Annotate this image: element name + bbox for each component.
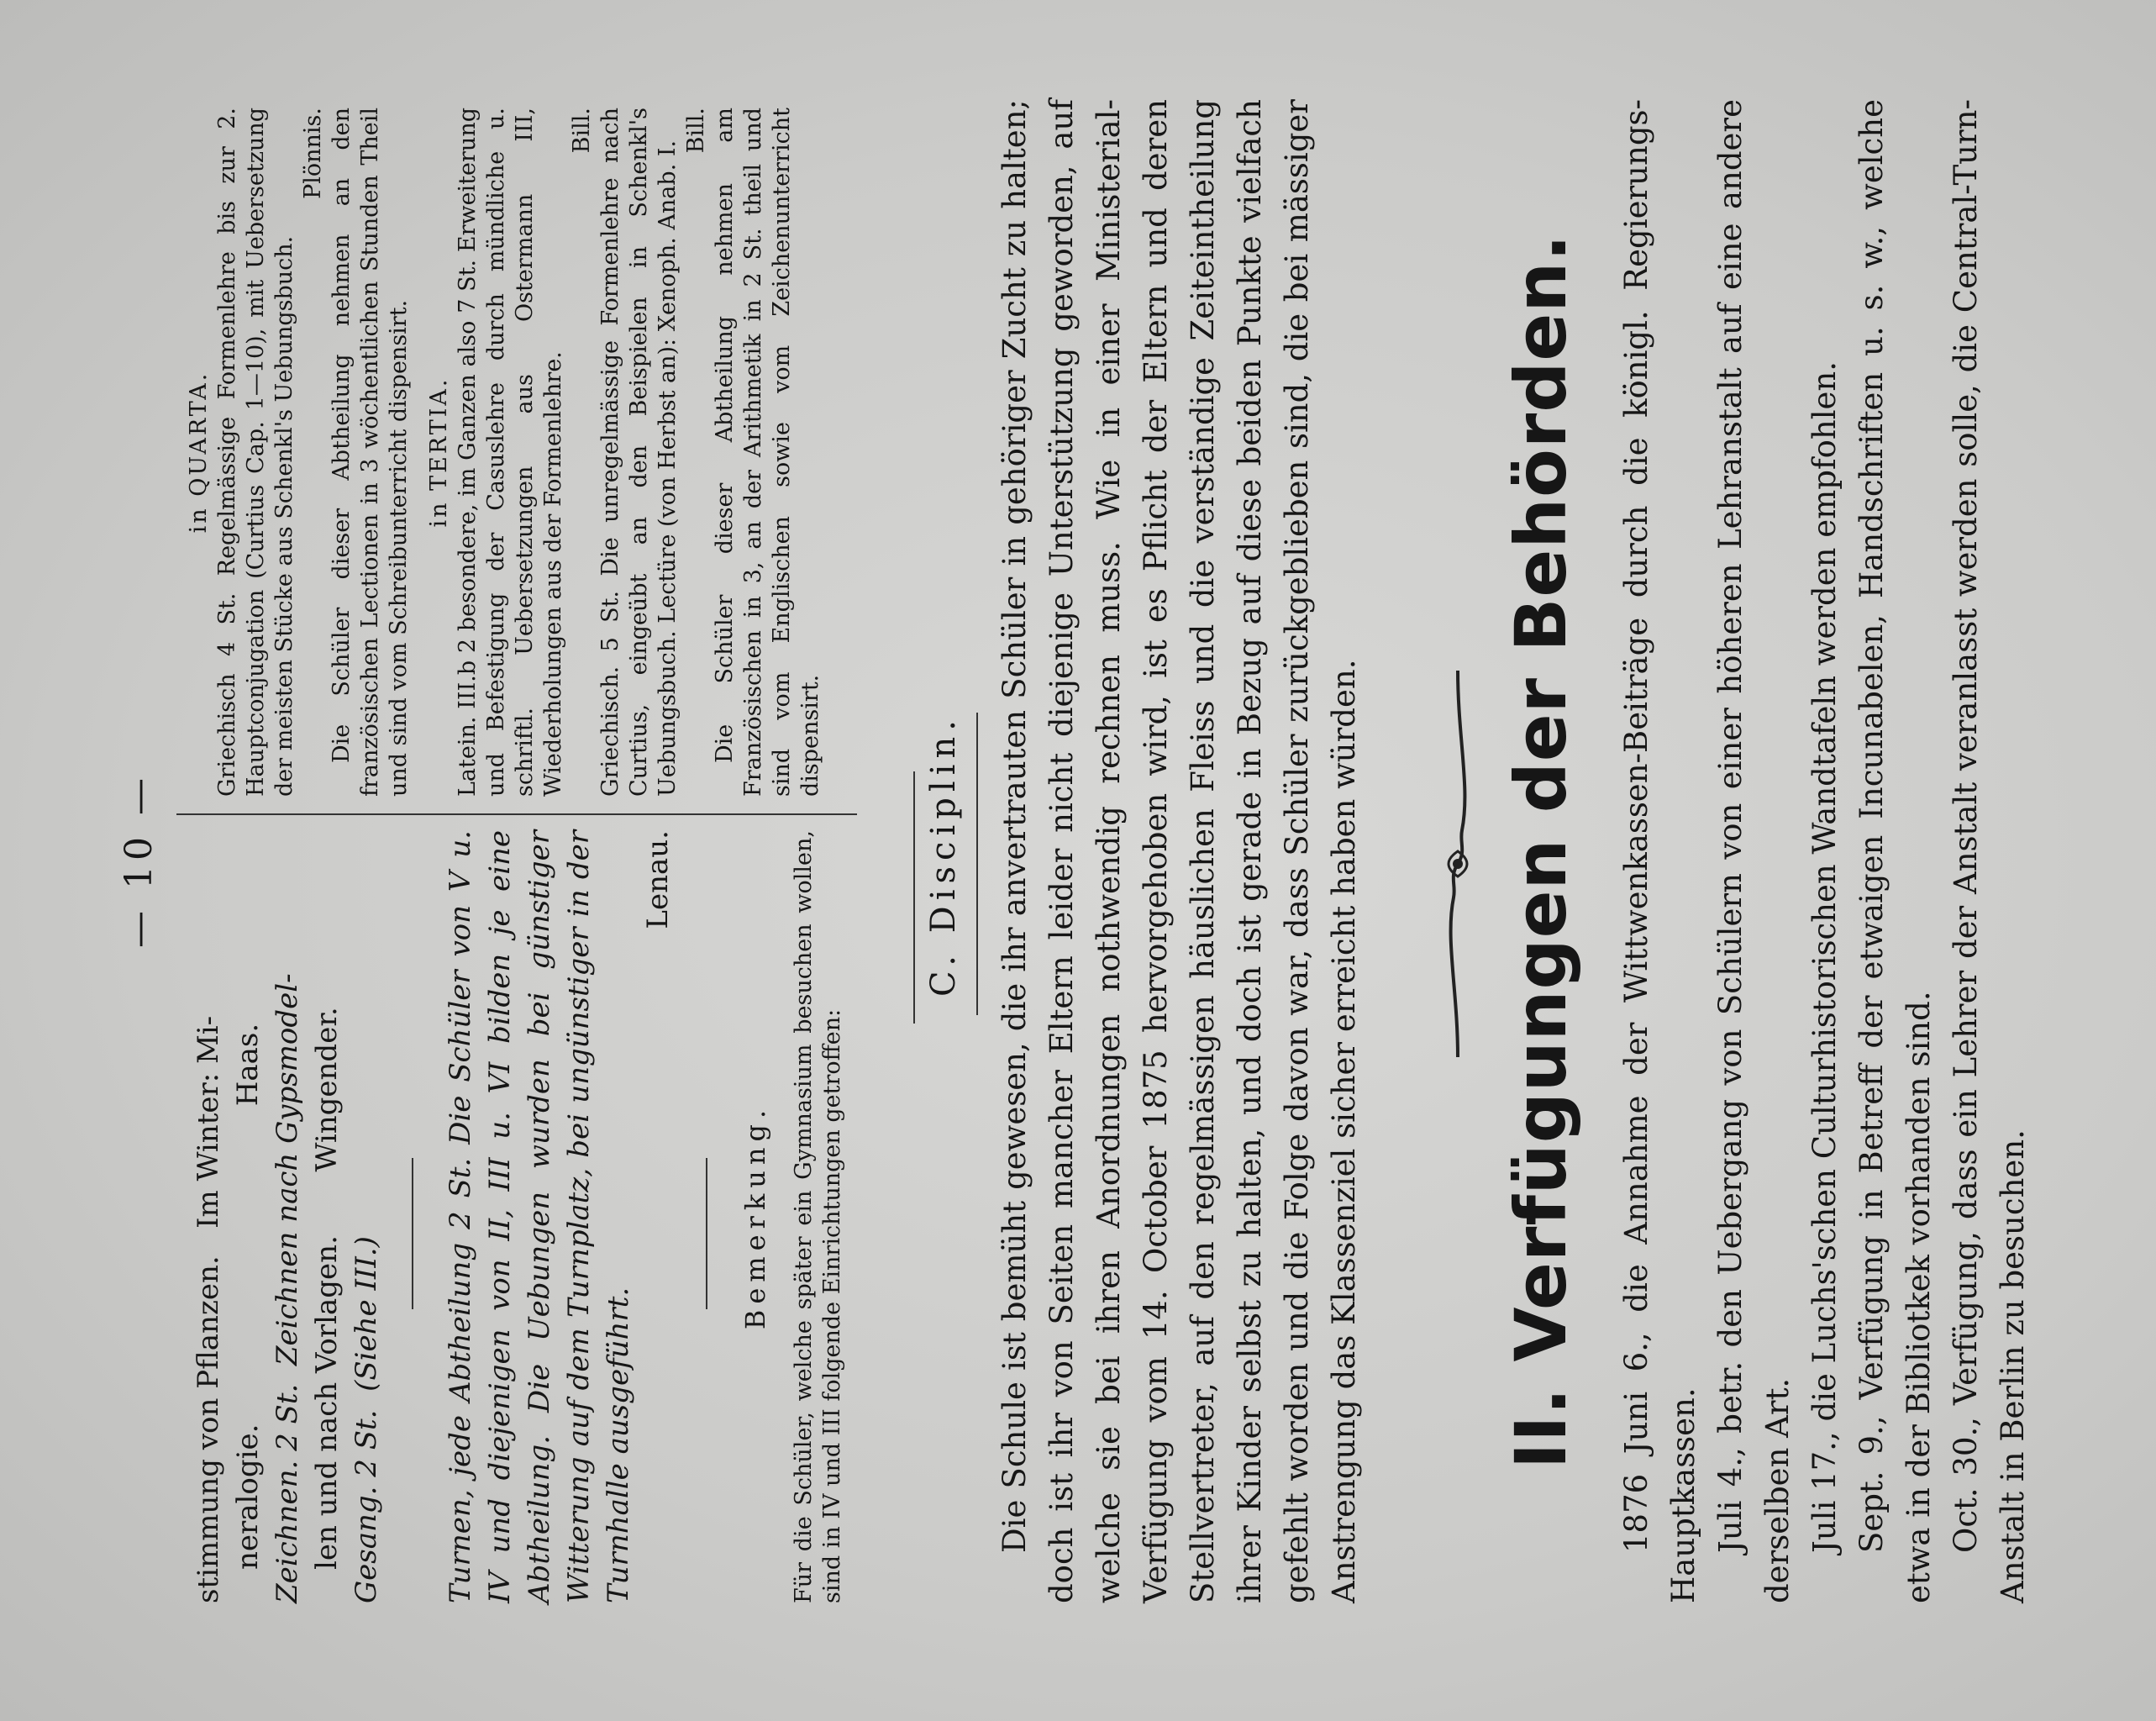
turnen-text: [441, 830, 639, 1603]
teacher-name: Bill.: [683, 108, 709, 154]
teacher-name: Lenau.: [641, 830, 675, 929]
tertia-note: Die Schüler dieser Abtheilung nehmen am Französischen in 3, an der Arithmetik in 2 St. theil und sind vom Englischen sowie vom Zeichenunterricht dispensirt.: [712, 108, 823, 797]
decree-item: Oct. 30., Verfügung, dass ein Lehrer der Anstalt veranlasst werden solle, die Central-Turn-Anstalt in Berlin zu besuchen.: [1948, 99, 2031, 1603]
quarta-heading: in QUARTA.: [186, 371, 212, 534]
section-ii-list: [1613, 99, 2037, 1603]
subject-zeichnen: Zeichnen. 2 St. Zeichnen nach Gypsmodel-: [271, 973, 304, 1603]
teacher-name: Bill.: [569, 108, 595, 154]
column-divider: [176, 813, 857, 815]
ornament-divider: [1428, 662, 1487, 1066]
decree-item: Juli 17., die Luchs'schen Culturhistorischen Wandtafeln werden empfohlen.: [1806, 361, 1843, 1553]
turnen-paragraph: [441, 830, 678, 1603]
tertia-griechisch: Griechisch. 5 St. Die unregelmässige Formenlehre nach Curtius, eingeübt an den Beispielen in Schenkl's Uebungsbuch. Lectüre (von Herbst an): Xenoph. Anab. I.: [597, 108, 681, 797]
section-c-heading: C. Disciplin.: [924, 714, 963, 997]
divider: [412, 1158, 413, 1309]
quarta-text: Griechisch 4 St. Regelmässige Formenlehre bis zur 2. Hauptconjugation (Curtius Cap. 1—10), mit Uebersetzung der meisten Stücke aus Schenkl's Uebungsbuch.: [214, 108, 297, 797]
section-c-body: [991, 99, 1368, 1603]
remark-heading: Bemerkung.: [739, 1103, 771, 1330]
decree-item: Sept. 9., Verfügung in Betreff der etwaigen Incunabelen, Handschriften u. s. w., welche etwa in der Bibliotkek vorhanden sind.: [1854, 99, 1937, 1603]
turnen-body: Turnen, jede Abtheilung 2 St. Die Schüler von V u. IV und diejenigen von II, III u. VI bilden je eine Abtheilung. Die Uebungen wurden bei günstiger Witterung auf dem Turnplatz, bei ungünstiger in der Turnhalle ausgeführt.: [444, 830, 635, 1603]
divider: [913, 771, 915, 1024]
text-line: neralogie. Haas.: [231, 1023, 265, 1570]
decree-item: 1876 Juni 6., die Annahme der Wittwenkassen-Beiträge durch die königl. Regierungs-Hauptkassen.: [1618, 99, 1701, 1603]
discipline-paragraph: Die Schule ist bemüht gewesen, die ihr anvertrauten Schüler in gehöriger Zucht zu halten; doch ist ihr von Seiten mancher Eltern leider nicht diejenige Unterstützung geworden, auf welche sie bei ihren Anordnungen nothwendig rechnen muss. Wie in einer Ministerial-Verfügung vom 14. October 1875 hervorgehoben wird, ist es Pflicht der Eltern und deren Stellvertreter, auf den regelmässigen häuslichen Fleiss und die verständige Zeiteintheilung ihrer Kinder selbst zu halten, und doch ist gerade in Bezug auf diese beiden Punkte vielfach gefehlt worden und die Folge davon war, dass Schüler zurückgeblieben sind, die bei mässiger Anstrengung das Klassenziel sicher erreicht haben würden.: [996, 99, 1362, 1603]
subject-gesang: Gesang. 2 St. (Siehe III.): [350, 1236, 383, 1603]
page-number: — 10 —: [118, 773, 160, 948]
text-line: stimmung von Pflanzen. Im Winter: Mi-: [192, 1015, 225, 1603]
text-line: [347, 830, 387, 1603]
text-line: [268, 830, 308, 1603]
text-line: len und nach Vorlagen. Wingender.: [310, 1007, 344, 1570]
section-ii-heading: II. Verfügungen der Behörden.: [1500, 233, 1582, 1470]
quarta-note: Die Schüler dieser Abtheilung nehmen an den französischen Lectionen in 3 wöchentlichen Stunden Theil und sind vom Schreibunterricht dispensirt.: [329, 108, 412, 797]
teacher-name: Plönnis.: [300, 108, 326, 199]
divider: [706, 1158, 707, 1309]
decree-item: Juli 4., betr. den Uebergang von Schülern von einer höheren Lehranstalt auf eine andere derselben Art.: [1712, 99, 1796, 1603]
right-column: [185, 108, 825, 797]
left-column: [189, 830, 387, 1603]
tertia-latein: Latein. III.b 2 besondere, im Ganzen also 7 St. Erweiterung und Befestigung der Casuslehre durch mündliche u. schriftl. Uebersetzungen aus Ostermann III, Wiederholungen aus der Formenlehre.: [455, 108, 566, 797]
divider: [976, 713, 978, 1015]
tertia-heading: in TERTIA.: [426, 376, 452, 528]
remark-text: Für die Schüler, welche später ein Gymnasium besuchen wollen, sind in IV und III folgende Einrichtungen getroffen:: [791, 830, 845, 1603]
